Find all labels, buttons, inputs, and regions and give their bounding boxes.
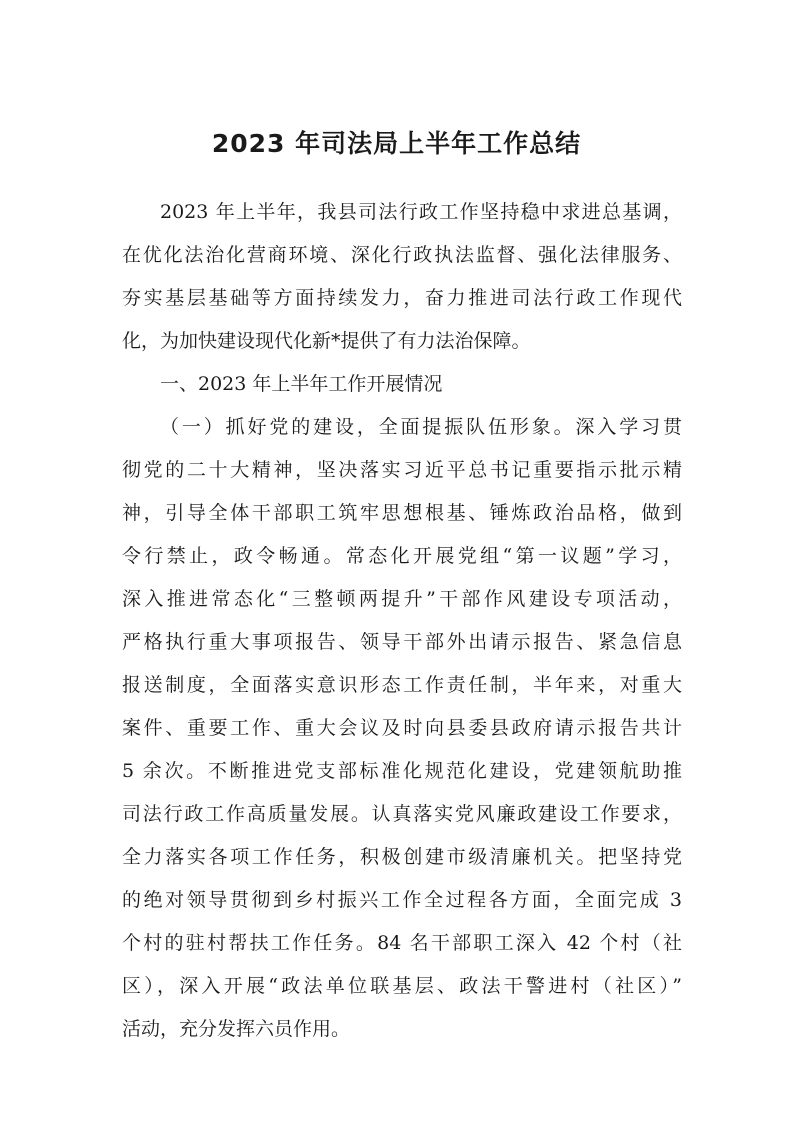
section-heading: 一、2023 年上半年工作开展情况	[160, 373, 443, 395]
paragraph-line: 区），深入开展“政法单位联基层、政法干警进村（社区）”	[122, 975, 682, 997]
paragraph-line: 的绝对领导贯彻到乡村振兴工作全过程各方面，全面完成 3	[122, 889, 682, 911]
paragraph-line: 神，引导全体干部职工筑牢思想根基、锤炼政治品格，做到	[122, 502, 682, 524]
paragraph-line: （一）抓好党的建设，全面提振队伍形象。深入学习贯	[160, 416, 682, 438]
paragraph-line: 2023 年上半年，我县司法行政工作坚持稳中求进总基调，	[160, 201, 682, 223]
paragraph-line: 司法行政工作高质量发展。认真落实党风廉政建设工作要求，	[122, 803, 682, 825]
paragraph-line: 全力落实各项工作任务，积极创建市级清廉机关。把坚持党	[122, 846, 682, 868]
paragraph-line: 深入推进常态化“三整顿两提升”干部作风建设专项活动，	[122, 588, 682, 610]
paragraph-line: 个村的驻村帮扶工作任务。84 名干部职工深入 42 个村（社	[122, 932, 682, 954]
paragraph-line: 彻党的二十大精神，坚决落实习近平总书记重要指示批示精	[122, 459, 682, 481]
paragraph-line: 案件、重要工作、重大会议及时向县委县政府请示报告共计	[122, 717, 682, 739]
paragraph-line: 严格执行重大事项报告、领导干部外出请示报告、紧急信息	[122, 631, 682, 653]
paragraph-line: 报送制度，全面落实意识形态工作责任制，半年来，对重大	[122, 674, 682, 696]
paragraph-line: 5 余次。不断推进党支部标准化规范化建设，党建领航助推	[122, 760, 682, 782]
paragraph-line: 活动，充分发挥六员作用。	[122, 1018, 351, 1040]
document-title: 2023 年司法局上半年工作总结	[211, 129, 582, 158]
paragraph-line: 夯实基层基础等方面持续发力，奋力推进司法行政工作现代	[122, 287, 682, 309]
paragraph-line: 化，为加快建设现代化新*提供了有力法治保障。	[122, 330, 531, 352]
paragraph-line: 令行禁止，政令畅通。常态化开展党组“第一议题”学习，	[122, 545, 682, 567]
paragraph-line: 在优化法治化营商环境、深化行政执法监督、强化法律服务、	[122, 244, 682, 266]
